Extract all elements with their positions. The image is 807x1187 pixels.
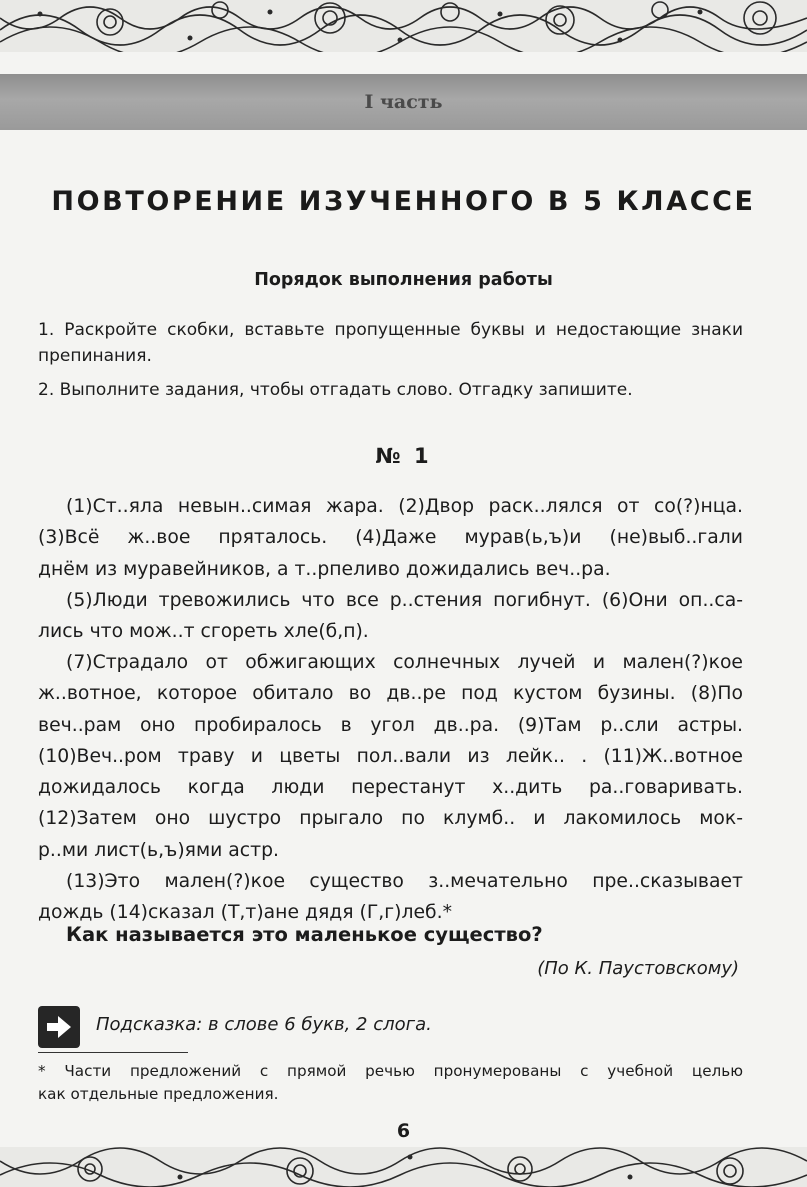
footnote-line: * Части предложений с прямой речью пронумерованы с учебной целью [38, 1062, 743, 1080]
footnote-line: как отдельные предложения. [38, 1085, 279, 1103]
bottom-floral-border [0, 1147, 807, 1187]
text-line: (3)Всё ж..вое пряталось. (4)Даже мурав(ь,ъ)и (не)выб..гали [38, 527, 743, 549]
instruction-1: 1. Раскройте скобки, вставьте пропущенные буквы и недостающие знаки препинания. [38, 320, 743, 366]
text-line: (13)Это мален(?)кое существо з..мечательно пре..сказывает [66, 871, 743, 892]
footnote [38, 1060, 743, 1106]
text-line: р..ми лист(ь,ъ)ями астр. [38, 839, 279, 861]
instructions-heading: Порядок выполнения работы [254, 270, 553, 290]
hint-text: Подсказка: в слове 6 букв, 2 слога. [96, 1014, 432, 1035]
paragraph-2 [38, 585, 743, 648]
text-line: (10)Веч..ром траву и цветы пол..вали из лейк.. . (11)Ж..вотное [38, 745, 743, 767]
paragraph-4 [38, 866, 743, 929]
page-number: 6 [396, 1120, 411, 1142]
question: Как называется это маленькое существо? [66, 923, 543, 946]
paragraph-3 [38, 647, 743, 866]
instruction-2: 2. Выполните задания, чтобы отгадать слово. Отгадку запишите. [38, 380, 633, 400]
exercise-number: № 1 [375, 444, 432, 468]
top-floral-border [0, 0, 807, 52]
footnote-divider [38, 1052, 188, 1053]
text-line: (1)Ст..яла невын..симая жара. (2)Двор раск..лялся от со(?)нца. [66, 496, 743, 517]
text-line: дождь (14)сказал (Т,т)ане дядя (Г,г)леб.* [38, 902, 452, 924]
text-line: (5)Люди тревожились что все р..стения погибнут. (6)Они оп..са- [66, 590, 743, 611]
text-line: лись что мож..т сгореть хле(б,п). [38, 621, 369, 643]
text-line: веч..рам оно пробиралось в угол дв..ра. (9)Там р..сли астры. [38, 714, 743, 736]
author-attribution: (По К. Паустовскому) [537, 958, 739, 979]
text-line: (7)Страдало от обжигающих солнечных лучей и мален(?)кое [66, 652, 743, 673]
text-line: дожидалось когда люди перестанут х..дить ра..говаривать. [38, 777, 743, 799]
paragraph-1 [38, 491, 743, 585]
arrow-right-icon [38, 1006, 80, 1048]
part-header-band [0, 74, 807, 130]
text-line: ж..вотное, которое обитало во дв..ре под кустом бузины. (8)По [38, 683, 743, 705]
text-line: днём из муравейников, а т..рпеливо дожидались веч..ра. [38, 558, 611, 580]
page-title: ПОВТОРЕНИЕ ИЗУЧЕННОГО В 5 КЛАССЕ [51, 186, 756, 217]
text-line: (12)Затем оно шустро прыгало по клумб.. и лакомилось мок- [38, 808, 743, 830]
part-label: I часть [364, 91, 443, 113]
